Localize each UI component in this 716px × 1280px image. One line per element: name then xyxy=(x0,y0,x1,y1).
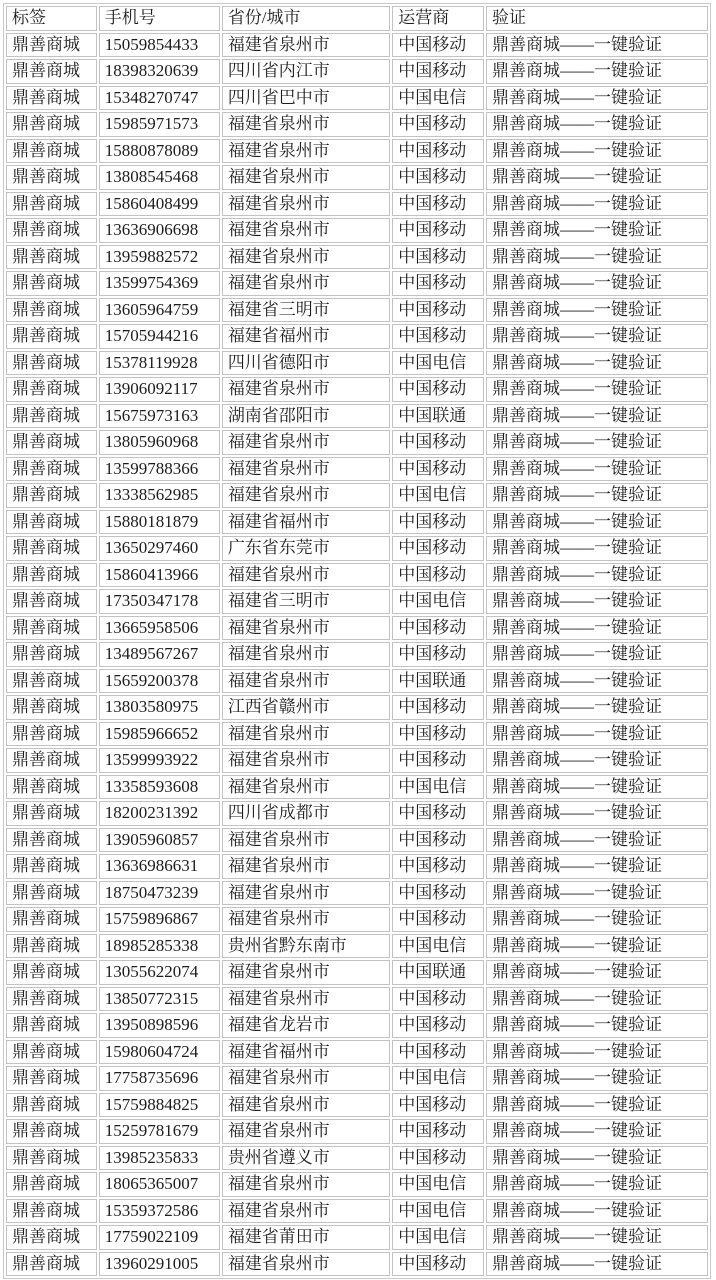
cell-phone: 18398320639 xyxy=(99,59,220,84)
cell-verify: 鼎善商城——一键验证 xyxy=(486,245,708,270)
cell-verify: 鼎善商城——一键验证 xyxy=(486,1013,708,1038)
table-row xyxy=(6,59,708,84)
table-row xyxy=(6,1093,708,1118)
cell-label: 鼎善商城 xyxy=(6,828,97,853)
cell-carrier: 中国移动 xyxy=(392,987,484,1012)
cell-carrier: 中国移动 xyxy=(392,801,484,826)
table-row xyxy=(6,563,708,588)
cell-phone: 15980604724 xyxy=(99,1040,220,1065)
cell-carrier: 中国移动 xyxy=(392,1252,484,1277)
cell-carrier: 中国移动 xyxy=(392,642,484,667)
cell-carrier: 中国移动 xyxy=(392,828,484,853)
cell-label: 鼎善商城 xyxy=(6,1040,97,1065)
table-row xyxy=(6,139,708,164)
table-row xyxy=(6,351,708,376)
cell-verify: 鼎善商城——一键验证 xyxy=(486,987,708,1012)
cell-region: 江西省赣州市 xyxy=(222,695,390,720)
cell-region: 福建省三明市 xyxy=(222,298,390,323)
cell-carrier: 中国移动 xyxy=(392,563,484,588)
cell-region: 福建省泉州市 xyxy=(222,33,390,58)
cell-phone: 13650297460 xyxy=(99,536,220,561)
cell-region: 福建省泉州市 xyxy=(222,907,390,932)
cell-label: 鼎善商城 xyxy=(6,1013,97,1038)
cell-label: 鼎善商城 xyxy=(6,589,97,614)
cell-verify: 鼎善商城——一键验证 xyxy=(486,33,708,58)
cell-phone: 13960291005 xyxy=(99,1252,220,1277)
table-row xyxy=(6,430,708,455)
cell-label: 鼎善商城 xyxy=(6,510,97,535)
cell-label: 鼎善商城 xyxy=(6,616,97,641)
table-row xyxy=(6,510,708,535)
table-row xyxy=(6,960,708,985)
table-row xyxy=(6,616,708,641)
cell-region: 福建省福州市 xyxy=(222,510,390,535)
cell-carrier: 中国移动 xyxy=(392,245,484,270)
cell-label: 鼎善商城 xyxy=(6,987,97,1012)
cell-region: 四川省德阳市 xyxy=(222,351,390,376)
cell-verify: 鼎善商城——一键验证 xyxy=(486,536,708,561)
cell-verify: 鼎善商城——一键验证 xyxy=(486,642,708,667)
cell-phone: 15259781679 xyxy=(99,1119,220,1144)
table-row xyxy=(6,218,708,243)
cell-label: 鼎善商城 xyxy=(6,33,97,58)
cell-carrier: 中国移动 xyxy=(392,907,484,932)
cell-label: 鼎善商城 xyxy=(6,59,97,84)
cell-verify: 鼎善商城——一键验证 xyxy=(486,1119,708,1144)
cell-carrier: 中国移动 xyxy=(392,377,484,402)
cell-carrier: 中国移动 xyxy=(392,1013,484,1038)
cell-verify: 鼎善商城——一键验证 xyxy=(486,589,708,614)
cell-carrier: 中国移动 xyxy=(392,881,484,906)
cell-verify: 鼎善商城——一键验证 xyxy=(486,404,708,429)
cell-verify: 鼎善商城——一键验证 xyxy=(486,1172,708,1197)
cell-region: 福建省福州市 xyxy=(222,1040,390,1065)
table-row xyxy=(6,86,708,111)
cell-phone: 13599754369 xyxy=(99,271,220,296)
cell-carrier: 中国移动 xyxy=(392,139,484,164)
cell-phone: 15348270747 xyxy=(99,86,220,111)
cell-region: 福建省莆田市 xyxy=(222,1225,390,1250)
cell-label: 鼎善商城 xyxy=(6,775,97,800)
cell-region: 四川省内江市 xyxy=(222,59,390,84)
cell-verify: 鼎善商城——一键验证 xyxy=(486,775,708,800)
cell-region: 福建省泉州市 xyxy=(222,483,390,508)
cell-verify: 鼎善商城——一键验证 xyxy=(486,748,708,773)
cell-region: 福建省泉州市 xyxy=(222,430,390,455)
table-row xyxy=(6,1172,708,1197)
cell-label: 鼎善商城 xyxy=(6,483,97,508)
cell-carrier: 中国移动 xyxy=(392,298,484,323)
cell-phone: 13358593608 xyxy=(99,775,220,800)
table-row xyxy=(6,1013,708,1038)
cell-region: 福建省泉州市 xyxy=(222,881,390,906)
table-row xyxy=(6,907,708,932)
cell-region: 福建省泉州市 xyxy=(222,218,390,243)
table-row xyxy=(6,1199,708,1224)
table-row xyxy=(6,324,708,349)
table-row xyxy=(6,801,708,826)
cell-carrier: 中国移动 xyxy=(392,324,484,349)
cell-region: 福建省泉州市 xyxy=(222,563,390,588)
cell-carrier: 中国电信 xyxy=(392,1172,484,1197)
cell-region: 福建省泉州市 xyxy=(222,457,390,482)
table-row xyxy=(6,987,708,1012)
table-row xyxy=(6,589,708,614)
cell-phone: 15759884825 xyxy=(99,1093,220,1118)
cell-carrier: 中国移动 xyxy=(392,722,484,747)
cell-region: 贵州省黔东南市 xyxy=(222,934,390,959)
cell-label: 鼎善商城 xyxy=(6,854,97,879)
table-row xyxy=(6,934,708,959)
table-row xyxy=(6,881,708,906)
cell-phone: 13906092117 xyxy=(99,377,220,402)
cell-carrier: 中国联通 xyxy=(392,960,484,985)
cell-region: 福建省泉州市 xyxy=(222,1199,390,1224)
cell-region: 福建省泉州市 xyxy=(222,748,390,773)
cell-phone: 13985235833 xyxy=(99,1146,220,1171)
cell-label: 鼎善商城 xyxy=(6,1199,97,1224)
cell-label: 鼎善商城 xyxy=(6,430,97,455)
cell-region: 四川省巴中市 xyxy=(222,86,390,111)
cell-phone: 18985285338 xyxy=(99,934,220,959)
table-row xyxy=(6,457,708,482)
cell-verify: 鼎善商城——一键验证 xyxy=(486,192,708,217)
cell-label: 鼎善商城 xyxy=(6,695,97,720)
cell-phone: 17350347178 xyxy=(99,589,220,614)
cell-verify: 鼎善商城——一键验证 xyxy=(486,165,708,190)
table-row xyxy=(6,112,708,137)
cell-verify: 鼎善商城——一键验证 xyxy=(486,139,708,164)
cell-verify: 鼎善商城——一键验证 xyxy=(486,483,708,508)
table-row xyxy=(6,1119,708,1144)
cell-carrier: 中国移动 xyxy=(392,112,484,137)
cell-verify: 鼎善商城——一键验证 xyxy=(486,430,708,455)
table-row xyxy=(6,748,708,773)
table-row xyxy=(6,192,708,217)
cell-phone: 17758735696 xyxy=(99,1066,220,1091)
cell-carrier: 中国移动 xyxy=(392,536,484,561)
cell-label: 鼎善商城 xyxy=(6,881,97,906)
cell-verify: 鼎善商城——一键验证 xyxy=(486,881,708,906)
cell-verify: 鼎善商城——一键验证 xyxy=(486,1199,708,1224)
cell-carrier: 中国电信 xyxy=(392,934,484,959)
cell-region: 福建省泉州市 xyxy=(222,775,390,800)
cell-phone: 13599788366 xyxy=(99,457,220,482)
cell-phone: 13808545468 xyxy=(99,165,220,190)
column-header-phone: 手机号 xyxy=(99,6,220,31)
cell-label: 鼎善商城 xyxy=(6,1119,97,1144)
cell-label: 鼎善商城 xyxy=(6,377,97,402)
cell-carrier: 中国移动 xyxy=(392,430,484,455)
cell-carrier: 中国移动 xyxy=(392,748,484,773)
cell-verify: 鼎善商城——一键验证 xyxy=(486,86,708,111)
table-row xyxy=(6,854,708,879)
table-row xyxy=(6,536,708,561)
cell-phone: 13636986631 xyxy=(99,854,220,879)
cell-carrier: 中国移动 xyxy=(392,695,484,720)
cell-label: 鼎善商城 xyxy=(6,960,97,985)
cell-label: 鼎善商城 xyxy=(6,1066,97,1091)
cell-region: 福建省泉州市 xyxy=(222,828,390,853)
cell-label: 鼎善商城 xyxy=(6,351,97,376)
cell-region: 福建省泉州市 xyxy=(222,139,390,164)
cell-verify: 鼎善商城——一键验证 xyxy=(486,112,708,137)
cell-carrier: 中国电信 xyxy=(392,86,484,111)
cell-carrier: 中国移动 xyxy=(392,510,484,535)
cell-label: 鼎善商城 xyxy=(6,298,97,323)
table-row xyxy=(6,298,708,323)
cell-verify: 鼎善商城——一键验证 xyxy=(486,1093,708,1118)
cell-region: 福建省泉州市 xyxy=(222,1066,390,1091)
cell-carrier: 中国电信 xyxy=(392,1225,484,1250)
cell-verify: 鼎善商城——一键验证 xyxy=(486,616,708,641)
cell-carrier: 中国联通 xyxy=(392,404,484,429)
cell-phone: 13605964759 xyxy=(99,298,220,323)
cell-region: 福建省三明市 xyxy=(222,589,390,614)
table-row xyxy=(6,271,708,296)
cell-verify: 鼎善商城——一键验证 xyxy=(486,722,708,747)
cell-label: 鼎善商城 xyxy=(6,642,97,667)
cell-phone: 13489567267 xyxy=(99,642,220,667)
cell-verify: 鼎善商城——一键验证 xyxy=(486,59,708,84)
cell-phone: 13959882572 xyxy=(99,245,220,270)
cell-region: 福建省泉州市 xyxy=(222,165,390,190)
cell-region: 福建省泉州市 xyxy=(222,987,390,1012)
cell-label: 鼎善商城 xyxy=(6,934,97,959)
cell-verify: 鼎善商城——一键验证 xyxy=(486,457,708,482)
cell-label: 鼎善商城 xyxy=(6,563,97,588)
cell-region: 福建省泉州市 xyxy=(222,112,390,137)
cell-label: 鼎善商城 xyxy=(6,1146,97,1171)
cell-label: 鼎善商城 xyxy=(6,1172,97,1197)
cell-phone: 13636906698 xyxy=(99,218,220,243)
cell-region: 福建省泉州市 xyxy=(222,669,390,694)
table-row xyxy=(6,33,708,58)
table-row xyxy=(6,1225,708,1250)
cell-region: 福建省泉州市 xyxy=(222,1119,390,1144)
table-row xyxy=(6,483,708,508)
cell-carrier: 中国移动 xyxy=(392,59,484,84)
table-row xyxy=(6,404,708,429)
cell-carrier: 中国移动 xyxy=(392,457,484,482)
cell-phone: 13338562985 xyxy=(99,483,220,508)
cell-carrier: 中国移动 xyxy=(392,854,484,879)
cell-verify: 鼎善商城——一键验证 xyxy=(486,271,708,296)
cell-phone: 17759022109 xyxy=(99,1225,220,1250)
table-row xyxy=(6,1040,708,1065)
cell-region: 福建省龙岩市 xyxy=(222,1013,390,1038)
cell-carrier: 中国电信 xyxy=(392,1066,484,1091)
cell-label: 鼎善商城 xyxy=(6,669,97,694)
cell-label: 鼎善商城 xyxy=(6,165,97,190)
cell-carrier: 中国移动 xyxy=(392,1040,484,1065)
cell-phone: 13803580975 xyxy=(99,695,220,720)
cell-region: 福建省泉州市 xyxy=(222,616,390,641)
cell-carrier: 中国移动 xyxy=(392,218,484,243)
cell-phone: 18200231392 xyxy=(99,801,220,826)
cell-verify: 鼎善商城——一键验证 xyxy=(486,1040,708,1065)
cell-phone: 13665958506 xyxy=(99,616,220,641)
cell-label: 鼎善商城 xyxy=(6,218,97,243)
cell-carrier: 中国移动 xyxy=(392,1119,484,1144)
cell-verify: 鼎善商城——一键验证 xyxy=(486,377,708,402)
cell-phone: 15675973163 xyxy=(99,404,220,429)
cell-region: 福建省泉州市 xyxy=(222,377,390,402)
column-header-label: 标签 xyxy=(6,6,97,31)
cell-verify: 鼎善商城——一键验证 xyxy=(486,218,708,243)
cell-phone: 13805960968 xyxy=(99,430,220,455)
table-row xyxy=(6,1146,708,1171)
cell-label: 鼎善商城 xyxy=(6,536,97,561)
cell-verify: 鼎善商城——一键验证 xyxy=(486,1066,708,1091)
cell-carrier: 中国移动 xyxy=(392,33,484,58)
cell-label: 鼎善商城 xyxy=(6,112,97,137)
table-row xyxy=(6,165,708,190)
cell-carrier: 中国移动 xyxy=(392,192,484,217)
cell-verify: 鼎善商城——一键验证 xyxy=(486,298,708,323)
table-row xyxy=(6,377,708,402)
table-row xyxy=(6,828,708,853)
cell-region: 福建省泉州市 xyxy=(222,960,390,985)
column-header-verify: 验证 xyxy=(486,6,708,31)
column-header-carrier: 运营商 xyxy=(392,6,484,31)
cell-carrier: 中国电信 xyxy=(392,589,484,614)
cell-verify: 鼎善商城——一键验证 xyxy=(486,801,708,826)
cell-phone: 15705944216 xyxy=(99,324,220,349)
cell-label: 鼎善商城 xyxy=(6,907,97,932)
cell-region: 福建省泉州市 xyxy=(222,1172,390,1197)
cell-carrier: 中国移动 xyxy=(392,1093,484,1118)
cell-region: 福建省泉州市 xyxy=(222,642,390,667)
cell-label: 鼎善商城 xyxy=(6,748,97,773)
cell-verify: 鼎善商城——一键验证 xyxy=(486,324,708,349)
cell-region: 四川省成都市 xyxy=(222,801,390,826)
cell-region: 广东省东莞市 xyxy=(222,536,390,561)
cell-carrier: 中国电信 xyxy=(392,1199,484,1224)
cell-region: 福建省泉州市 xyxy=(222,1252,390,1277)
cell-label: 鼎善商城 xyxy=(6,1093,97,1118)
cell-label: 鼎善商城 xyxy=(6,192,97,217)
cell-phone: 15059854433 xyxy=(99,33,220,58)
cell-label: 鼎善商城 xyxy=(6,86,97,111)
cell-phone: 15759896867 xyxy=(99,907,220,932)
table-row xyxy=(6,669,708,694)
cell-region: 福建省泉州市 xyxy=(222,722,390,747)
header-row xyxy=(6,6,708,31)
cell-verify: 鼎善商城——一键验证 xyxy=(486,1225,708,1250)
cell-verify: 鼎善商城——一键验证 xyxy=(486,1252,708,1277)
cell-label: 鼎善商城 xyxy=(6,1252,97,1277)
cell-region: 福建省泉州市 xyxy=(222,271,390,296)
cell-phone: 18065365007 xyxy=(99,1172,220,1197)
cell-phone: 13905960857 xyxy=(99,828,220,853)
table-row xyxy=(6,695,708,720)
table-row xyxy=(6,722,708,747)
cell-verify: 鼎善商城——一键验证 xyxy=(486,828,708,853)
cell-region: 福建省泉州市 xyxy=(222,245,390,270)
cell-verify: 鼎善商城——一键验证 xyxy=(486,351,708,376)
cell-label: 鼎善商城 xyxy=(6,139,97,164)
cell-phone: 15985971573 xyxy=(99,112,220,137)
table-row xyxy=(6,1252,708,1277)
cell-label: 鼎善商城 xyxy=(6,324,97,349)
cell-region: 福建省福州市 xyxy=(222,324,390,349)
cell-label: 鼎善商城 xyxy=(6,404,97,429)
cell-carrier: 中国移动 xyxy=(392,616,484,641)
cell-phone: 18750473239 xyxy=(99,881,220,906)
cell-region: 贵州省遵义市 xyxy=(222,1146,390,1171)
cell-region: 福建省泉州市 xyxy=(222,1093,390,1118)
cell-phone: 15985966652 xyxy=(99,722,220,747)
cell-label: 鼎善商城 xyxy=(6,1225,97,1250)
cell-carrier: 中国移动 xyxy=(392,271,484,296)
table-row xyxy=(6,245,708,270)
cell-carrier: 中国电信 xyxy=(392,775,484,800)
cell-region: 福建省泉州市 xyxy=(222,192,390,217)
cell-carrier: 中国移动 xyxy=(392,1146,484,1171)
cell-phone: 13599993922 xyxy=(99,748,220,773)
cell-label: 鼎善商城 xyxy=(6,245,97,270)
cell-verify: 鼎善商城——一键验证 xyxy=(486,960,708,985)
cell-label: 鼎善商城 xyxy=(6,801,97,826)
cell-carrier: 中国电信 xyxy=(392,351,484,376)
cell-verify: 鼎善商城——一键验证 xyxy=(486,563,708,588)
cell-region: 湖南省邵阳市 xyxy=(222,404,390,429)
cell-verify: 鼎善商城——一键验证 xyxy=(486,510,708,535)
table-row xyxy=(6,642,708,667)
table-body xyxy=(6,33,708,1277)
cell-phone: 15860413966 xyxy=(99,563,220,588)
cell-phone: 15880878089 xyxy=(99,139,220,164)
cell-phone: 15860408499 xyxy=(99,192,220,217)
cell-verify: 鼎善商城——一键验证 xyxy=(486,934,708,959)
cell-phone: 13055622074 xyxy=(99,960,220,985)
cell-verify: 鼎善商城——一键验证 xyxy=(486,907,708,932)
cell-phone: 15659200378 xyxy=(99,669,220,694)
column-header-region: 省份/城市 xyxy=(222,6,390,31)
cell-phone: 15378119928 xyxy=(99,351,220,376)
cell-verify: 鼎善商城——一键验证 xyxy=(486,669,708,694)
cell-label: 鼎善商城 xyxy=(6,271,97,296)
cell-carrier: 中国电信 xyxy=(392,483,484,508)
data-table xyxy=(3,3,711,1279)
cell-phone: 15359372586 xyxy=(99,1199,220,1224)
cell-phone: 13850772315 xyxy=(99,987,220,1012)
cell-phone: 13950898596 xyxy=(99,1013,220,1038)
table-row xyxy=(6,1066,708,1091)
cell-verify: 鼎善商城——一键验证 xyxy=(486,695,708,720)
cell-carrier: 中国移动 xyxy=(392,165,484,190)
cell-label: 鼎善商城 xyxy=(6,722,97,747)
cell-verify: 鼎善商城——一键验证 xyxy=(486,1146,708,1171)
cell-label: 鼎善商城 xyxy=(6,457,97,482)
cell-region: 福建省泉州市 xyxy=(222,854,390,879)
table-row xyxy=(6,775,708,800)
cell-carrier: 中国联通 xyxy=(392,669,484,694)
cell-phone: 15880181879 xyxy=(99,510,220,535)
cell-verify: 鼎善商城——一键验证 xyxy=(486,854,708,879)
